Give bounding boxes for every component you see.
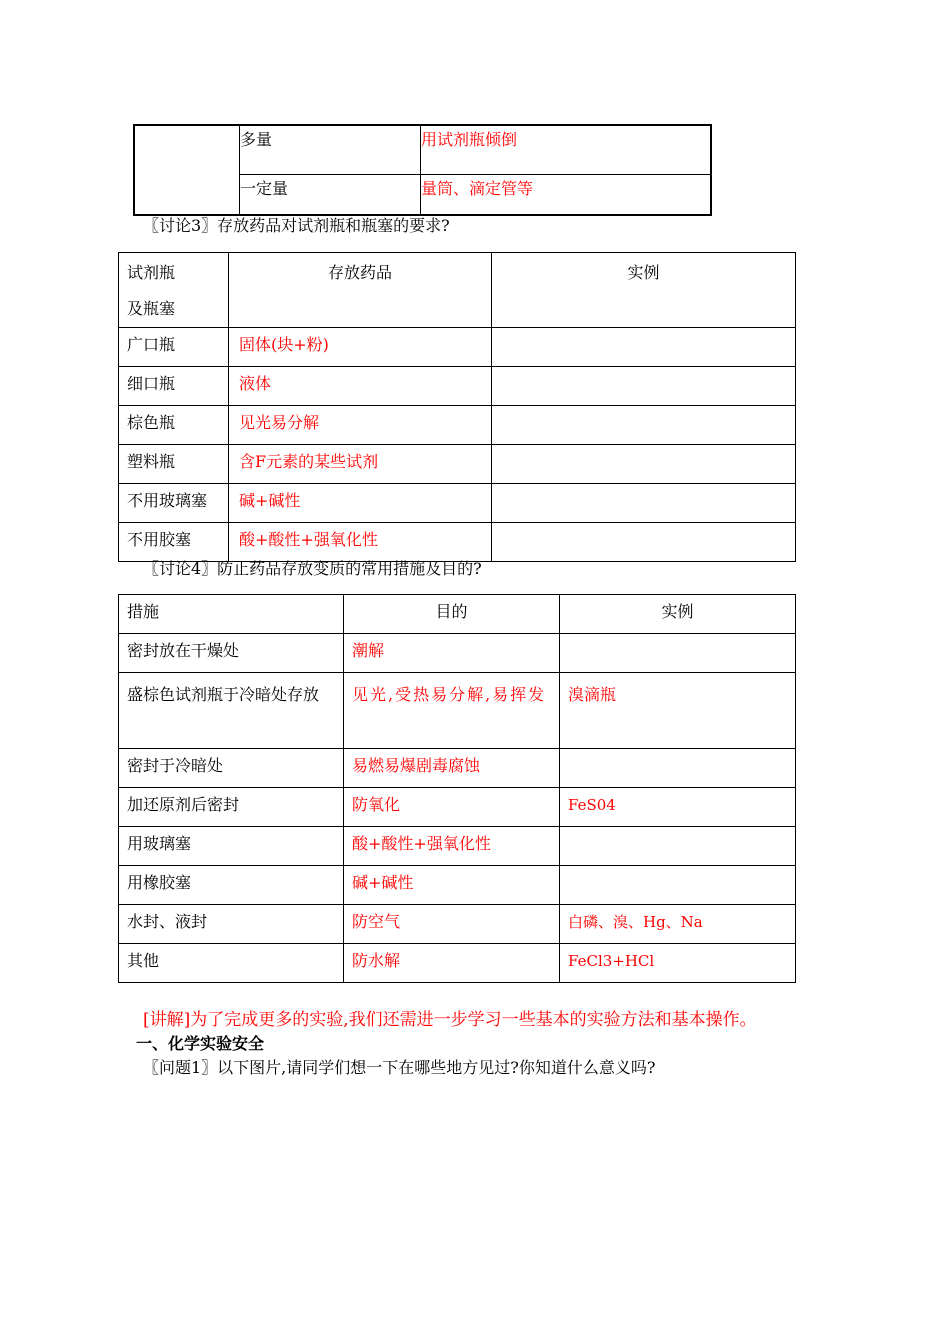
table-row (119, 944, 796, 983)
table-header-cell: 措施 (119, 595, 344, 634)
table-header-cell: 目的 (344, 595, 560, 634)
table-cell: 酸+酸性+强氧化性 (344, 827, 560, 866)
table-row (119, 523, 796, 562)
amount-table (133, 124, 712, 216)
table-cell: 易燃易爆剧毒腐蚀 (344, 749, 560, 788)
table-cell: 水封、液封 (119, 905, 344, 944)
header-line-2: 及瓶塞 (127, 299, 176, 318)
table-cell: 液体 (229, 367, 492, 406)
table-cell (492, 445, 796, 484)
table-cell: 防空气 (344, 905, 560, 944)
table-cell (134, 125, 240, 215)
table-row (119, 328, 796, 367)
table-cell (560, 827, 796, 866)
table-cell (560, 634, 796, 673)
table-cell: 密封于冷暗处 (119, 749, 344, 788)
table-cell (492, 523, 796, 562)
table-row (119, 749, 796, 788)
lecture-paragraph: [讲解]为了完成更多的实验,我们还需进一步学习一些基本的实验方法和基本操作。 (143, 1010, 757, 1030)
table-cell (492, 367, 796, 406)
table-cell: FeCl3+HCl (560, 944, 796, 983)
table-cell: 用橡胶塞 (119, 866, 344, 905)
table-cell: 溴滴瓶 (560, 673, 796, 749)
table-cell: 用试剂瓶倾倒 (421, 125, 712, 175)
discussion-3-prompt: 〖讨论3〗存放药品对试剂瓶和瓶塞的要求? (143, 216, 450, 235)
table-cell: 固体(块+粉) (229, 328, 492, 367)
table-row (119, 367, 796, 406)
section-heading: 一、化学实验安全 (136, 1034, 265, 1053)
table-cell: 细口瓶 (119, 367, 229, 406)
table-cell: FeS04 (560, 788, 796, 827)
measure-table (118, 594, 796, 983)
table-cell: 酸+酸性+强氧化性 (229, 523, 492, 562)
table-cell: 量筒、滴定管等 (421, 175, 712, 216)
table-cell: 潮解 (344, 634, 560, 673)
table-cell: 多量 (240, 125, 421, 175)
table-cell (492, 406, 796, 445)
table-cell: 盛棕色试剂瓶于冷暗处存放 (119, 673, 344, 749)
table-cell (492, 484, 796, 523)
table-cell: 含F元素的某些试剂 (229, 445, 492, 484)
table-cell: 广口瓶 (119, 328, 229, 367)
table-cell: 碱+碱性 (344, 866, 560, 905)
table-header-row (119, 595, 796, 634)
table-row (119, 484, 796, 523)
table-cell: 一定量 (240, 175, 421, 216)
table-row (119, 634, 796, 673)
discussion-4-prompt: 〖讨论4〗防止药品存放变质的常用措施及目的? (143, 559, 482, 578)
table-header-row (119, 253, 796, 328)
table-header-cell: 实例 (560, 595, 796, 634)
table-cell: 防水解 (344, 944, 560, 983)
table-cell: 见光,受热易分解,易挥发 (344, 673, 560, 749)
table-cell: 不用玻璃塞 (119, 484, 229, 523)
table-cell: 密封放在干燥处 (119, 634, 344, 673)
table-row (119, 866, 796, 905)
table-cell (492, 328, 796, 367)
table-cell: 防氧化 (344, 788, 560, 827)
table-row (134, 125, 711, 175)
table-cell: 见光易分解 (229, 406, 492, 445)
header-line-1: 试剂瓶 (127, 263, 176, 282)
table-row (119, 788, 796, 827)
table-row (119, 673, 796, 749)
table-row (119, 905, 796, 944)
table-header-cell: 实例 (492, 253, 796, 328)
table-header-cell: 存放药品 (229, 253, 492, 328)
bottle-table (118, 252, 796, 562)
table-cell (560, 749, 796, 788)
table-row (119, 445, 796, 484)
question-1-prompt: 〖问题1〗以下图片,请同学们想一下在哪些地方见过?你知道什么意义吗? (143, 1058, 656, 1077)
table-cell: 塑料瓶 (119, 445, 229, 484)
table-cell: 用玻璃塞 (119, 827, 344, 866)
table-cell (560, 866, 796, 905)
table-row (119, 827, 796, 866)
table-cell: 其他 (119, 944, 344, 983)
table-cell: 碱+碱性 (229, 484, 492, 523)
table-header-cell (119, 253, 229, 328)
table-cell: 加还原剂后密封 (119, 788, 344, 827)
table-cell: 不用胶塞 (119, 523, 229, 562)
table-cell: 棕色瓶 (119, 406, 229, 445)
table-row (119, 406, 796, 445)
table-cell: 白磷、溴、Hg、Na (560, 905, 796, 944)
